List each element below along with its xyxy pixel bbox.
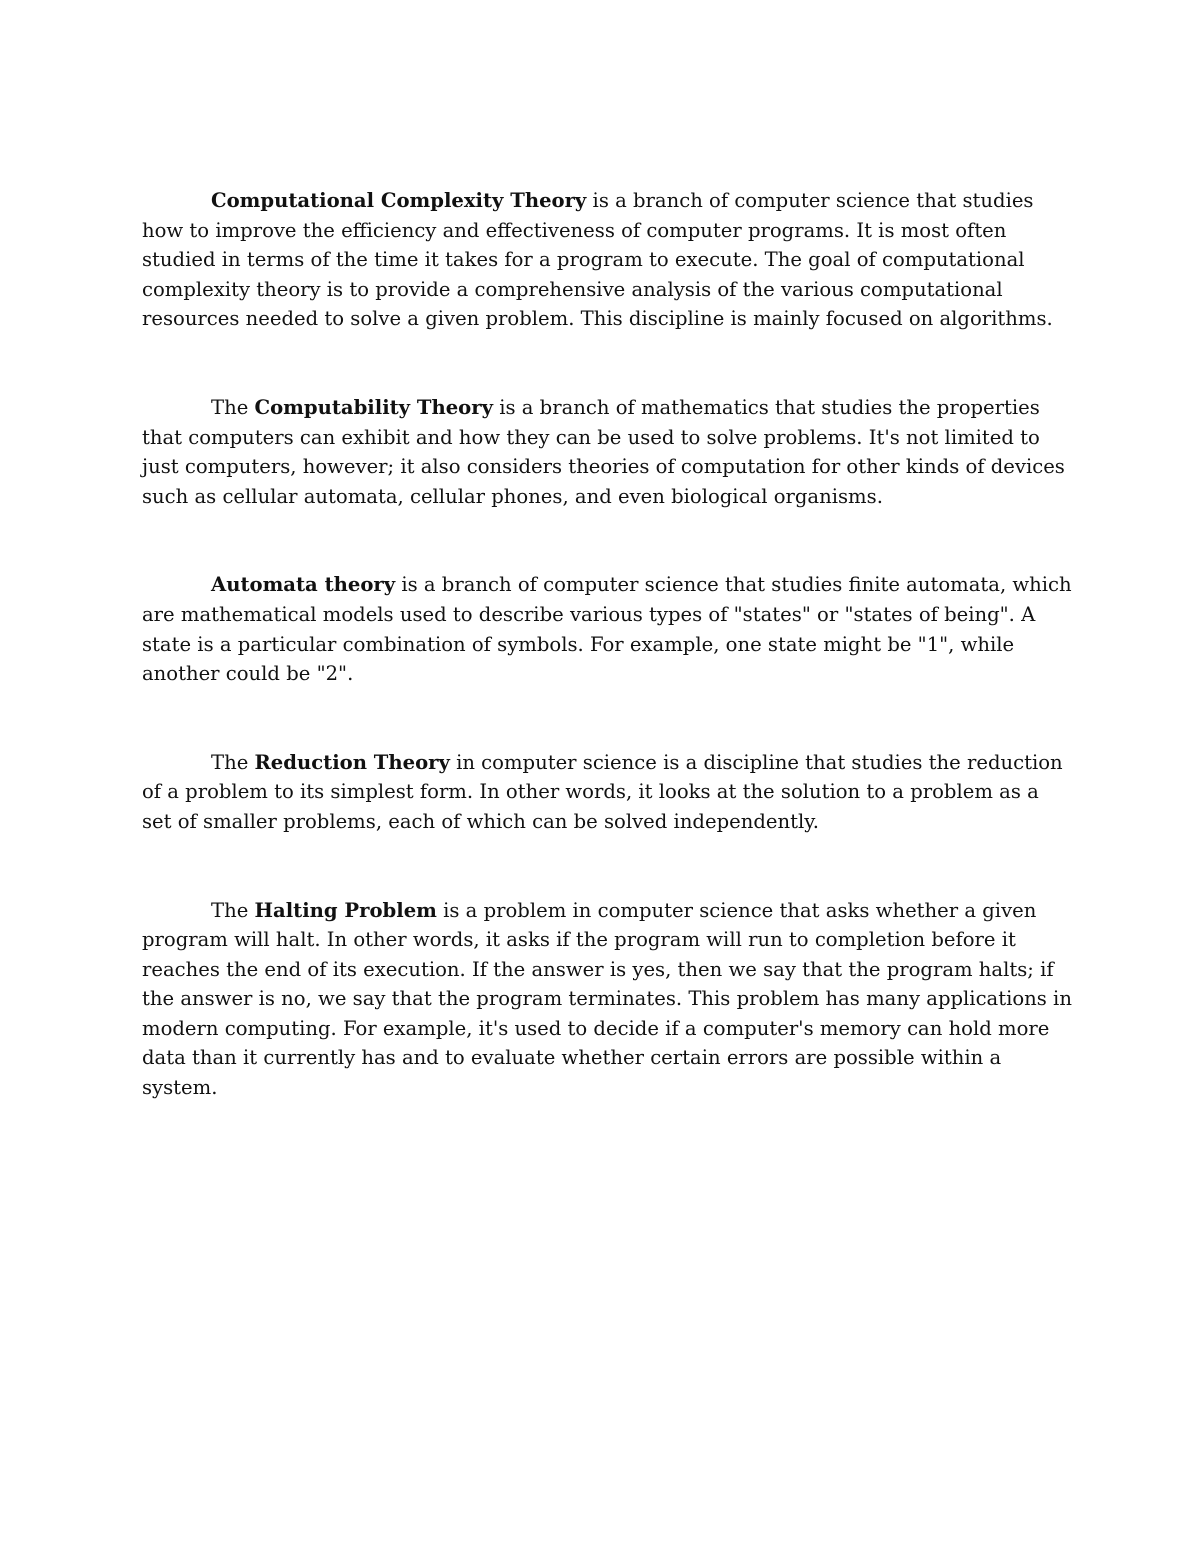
paragraph-lead: The [211,750,255,774]
paragraph-reduction-theory [142,748,1072,837]
paragraph-text: is a branch of mathematics that studies the properties that computers can exhibit and how they can be used to solve problems. It's not limited to just computers, however; it also considers theories of computation for other kinds of devices such as cellular automata, cellular phones, and even biological organisms. [142,395,1065,508]
term-computational-complexity-theory: Computational Complexity Theory [211,189,587,212]
document-body [142,186,1072,1103]
paragraph-lead: The [211,395,255,419]
paragraph-halting-problem [142,896,1072,1103]
term-automata-theory: Automata theory [211,573,396,597]
term-reduction-theory: Reduction Theory [254,750,450,774]
paragraph-computability-theory [142,393,1072,511]
paragraph-computational-complexity-theory [142,186,1072,334]
paragraph-text: is a branch of computer science that studies finite automata, which are mathematical models used to describe various types of "states" or "states of being". A state is a particular combination of symbols. For example, one state might be "1", while another could be "2". [142,573,1072,686]
paragraph-text: is a branch of computer science that studies how to improve the efficiency and effectiveness of computer programs. It is most often studied in terms of the time it takes for a program to execute. The goal of computational complexity theory is to provide a comprehensive analysis of the various computational resources needed to solve a given problem. This discipline is mainly focused on algorithms. [142,189,1053,331]
paragraph-text: is a problem in computer science that asks whether a given program will halt. In other words, it asks if the program will run to completion before it reaches the end of its execution. If the answer is yes, then we say that the program halts; if the answer is no, we say that the program terminates. This problem has many applications in modern computing. For example, it's used to decide if a computer's memory can hold more data than it currently has and to evaluate whether certain errors are possible within a system. [142,898,1072,1100]
paragraph-automata-theory [142,570,1072,688]
term-halting-problem: Halting Problem [254,898,437,922]
term-computability-theory: Computability Theory [254,395,493,419]
paragraph-lead: The [211,898,255,922]
paragraph-text: in computer science is a discipline that studies the reduction of a problem to its simplest form. In other words, it looks at the solution to a problem as a set of smaller problems, each of which can be solved independently. [142,750,1063,833]
